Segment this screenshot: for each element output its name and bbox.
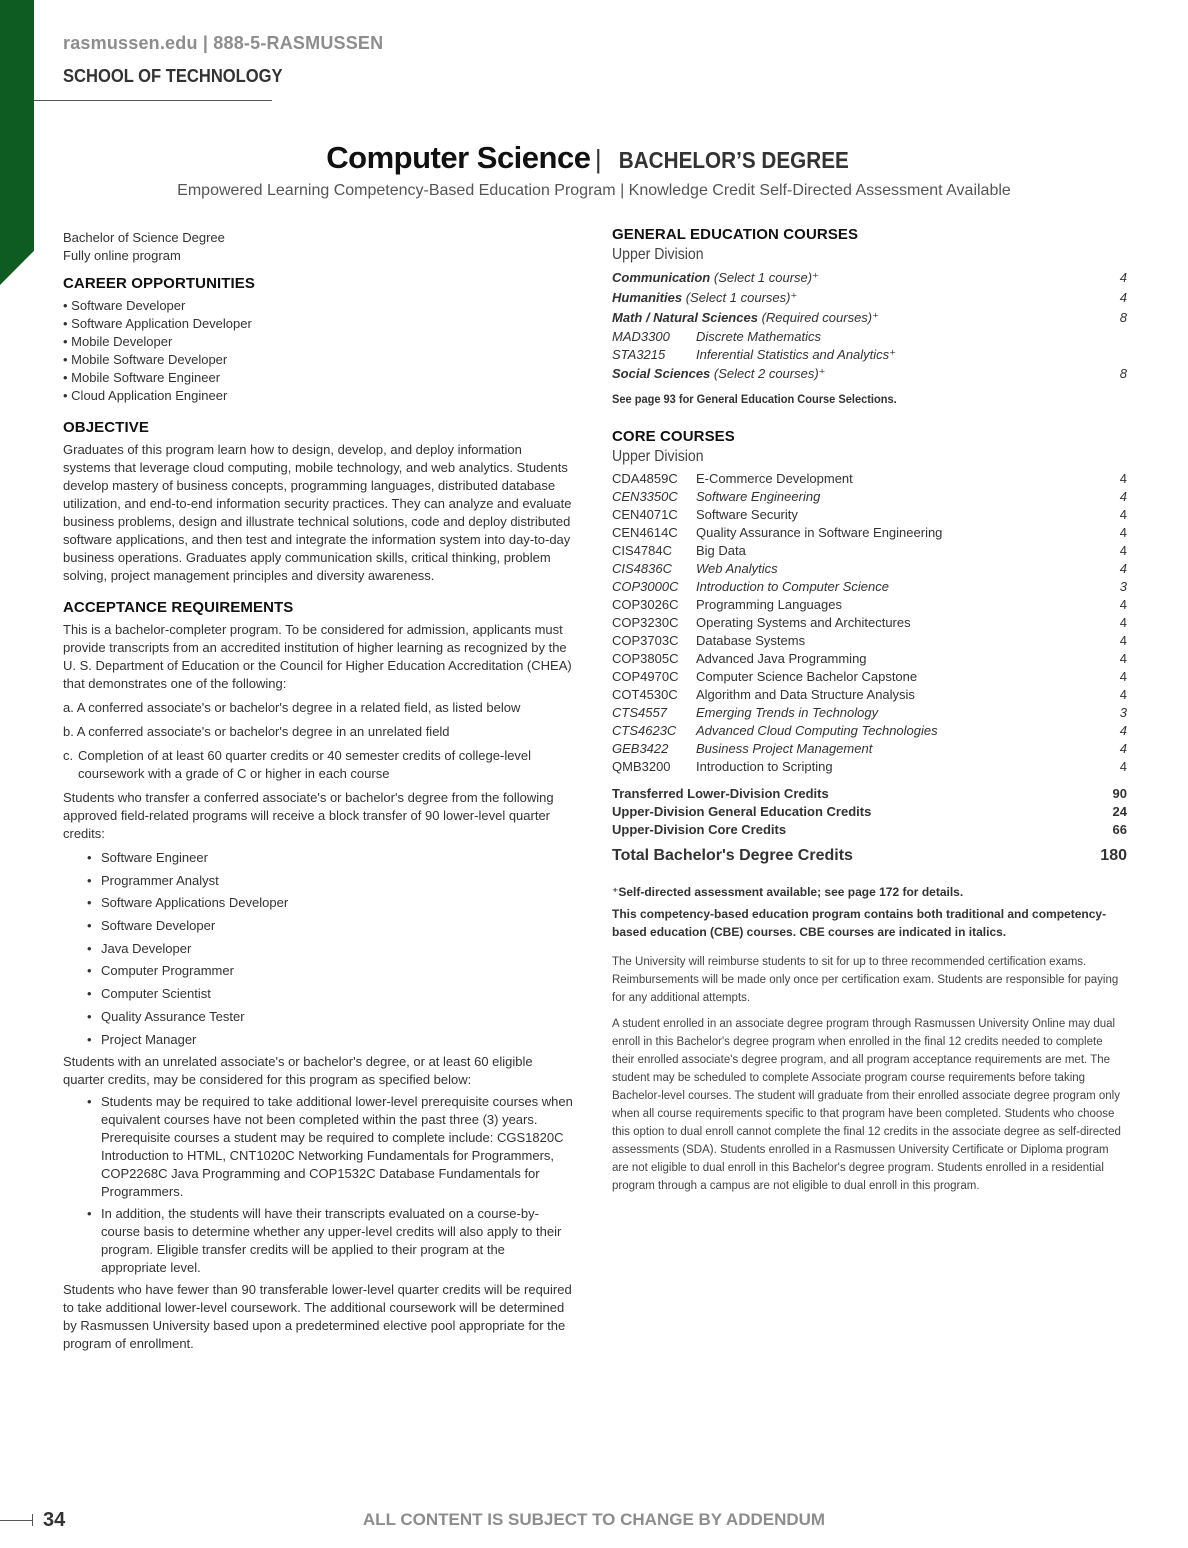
category-label: Communication (612, 270, 711, 285)
objective-text: Graduates of this program learn how to design, develop, and deploy information systems that leverage cloud computing, mobile technology, and web analytics. Students develop mastery of business concepts, programming languages, distributed database utilization, and end-to-end information security practices. They can analyze and evaluate business problems, design and illustrate technical solutions, code and deploy distributed software applications, and then test and integrate the information system into day-to-day business operations. Graduates apply communication skills, critical thinking, problem solving, project management principles and diversity awareness. (63, 442, 572, 583)
course-code: CEN4614C (612, 525, 678, 540)
course-name: Business Project Management (696, 741, 873, 756)
list-item: • Mobile Software Engineer (63, 370, 221, 385)
list-item: • Software Engineer (87, 849, 573, 867)
core-heading: CORE COURSES (612, 428, 735, 445)
left-column (63, 229, 573, 1353)
category-note: (Required courses)⁺ (761, 310, 879, 325)
credits: 4 (1119, 561, 1127, 576)
course-name: Software Engineering (696, 489, 821, 504)
list-item: • Software Application Developer (63, 316, 252, 331)
credits: 4 (1119, 489, 1127, 504)
gen-ed-note: See page 93 for General Education Course Selections. (612, 392, 897, 406)
course-code: CTS4557 (612, 705, 667, 720)
course-code: CIS4836C (612, 561, 672, 576)
title-separator: | (594, 144, 602, 174)
option-c-label: c. (63, 748, 74, 763)
list-item: • Quality Assurance Tester (87, 1008, 573, 1026)
course-code: COP3000C (612, 579, 679, 594)
acceptance-intro: This is a bachelor-completer program. To be considered for admission, applicants must provide transcripts from an accredited institution of higher learning as recognized by the U. S. Department of Education or the Council for Higher Education Accreditation (CHEA) that demonstrates one of the following: (63, 622, 572, 691)
table-row (612, 614, 1127, 632)
table-row (612, 722, 1127, 740)
course-code: COP3805C (612, 651, 679, 666)
credits: 4 (1119, 615, 1127, 630)
table-row (612, 542, 1127, 560)
course-name: Discrete Mathematics (696, 329, 821, 344)
table-row (612, 578, 1127, 596)
dual-enroll-note: A student enrolled in an associate degree program through Rasmussen University Online may dual enroll in this Bachelor's degree program when enrolled in the final 12 credits needed to complete their enrolled associate's degree program, and all program acceptance requirements are met. The student may be scheduled to complete Associate program course requirements before taking Bachelor-level courses. The student will graduate from their enrolled associate degree program only when all course requirements specific to that program have been completed. Students who choose this option to dual enroll cannot complete the final 12 credits in the associate degree as self-directed assessments (SDA). Students enrolled in a Rasmussen University Certificate or Diploma program are not eligible to dual enroll in this Bachelor's degree program. Students enrolled in a residential program through a campus are not eligible to dual enroll in this program. (612, 1018, 1121, 1192)
course-name: Algorithm and Data Structure Analysis (696, 687, 915, 702)
category-label: Humanities (612, 290, 683, 305)
total-transferred-row (612, 785, 1127, 803)
table-row (612, 668, 1127, 686)
category-note: (Select 1 course)⁺ (713, 270, 819, 285)
course-name: Introduction to Computer Science (696, 579, 889, 594)
option-c-text: Completion of at least 60 quarter credits or 40 semester credits of college-level coursework with a grade of C or higher in each course (78, 748, 532, 781)
right-column (612, 226, 1127, 1195)
page-title (0, 140, 1188, 176)
course-code: COP3703C (612, 633, 679, 648)
category-label: Math / Natural Sciences (612, 310, 758, 325)
course-name: Emerging Trends in Technology (696, 705, 879, 720)
course-name: Inferential Statistics and Analytics⁺ (696, 347, 897, 362)
list-item: • Java Developer (87, 940, 573, 958)
gen-ed-row-communication (612, 268, 1127, 288)
self-directed-note: ⁺Self-directed assessment available; see page 172 for details. (612, 885, 964, 899)
course-code: COP4970C (612, 669, 679, 684)
credits: 8 (1119, 310, 1127, 325)
reimburse-note: The University will reimburse students to sit for up to three recommended certification exams. Reimbursements will be made only once per certification exam. Students are responsible for paying for any additional attempts. (612, 956, 1119, 1004)
career-heading: CAREER OPPORTUNITIES (63, 275, 256, 292)
unrelated-list (87, 1093, 573, 1277)
core-division: Upper Division (612, 448, 704, 465)
list-item: • Software Developer (63, 298, 186, 313)
list-item: • Software Developer (87, 917, 573, 935)
course-name: Advanced Cloud Computing Technologies (696, 723, 938, 738)
table-row (612, 506, 1127, 524)
category-label: Social Sciences (612, 366, 711, 381)
category-note: (Select 1 courses)⁺ (685, 290, 798, 305)
header-school-name: SCHOOL OF TECHNOLOGY (63, 66, 283, 86)
course-name: Web Analytics (696, 561, 778, 576)
grand-total-row (612, 843, 1127, 869)
course-name: Programming Languages (696, 597, 842, 612)
course-name: Computer Science Bachelor Capstone (696, 669, 918, 684)
gen-ed-heading: GENERAL EDUCATION COURSES (612, 226, 859, 243)
course-code: COT4530C (612, 687, 678, 702)
math-course-row (612, 346, 1127, 364)
option-b: b. A conferred associate's or bachelor's degree in an unrelated field (63, 724, 450, 739)
page-subtitle: Empowered Learning Competency-Based Education Program | Knowledge Credit Self-Directed Assessment Available (177, 182, 1011, 199)
gen-ed-row-math (612, 308, 1127, 328)
list-item: • Computer Scientist (87, 985, 573, 1003)
course-code: QMB3200 (612, 759, 671, 774)
course-code: CEN4071C (612, 507, 678, 522)
option-a: a. A conferred associate's or bachelor's degree in a related field, as listed below (63, 700, 521, 715)
course-code: CDA4859C (612, 471, 678, 486)
category-note: (Select 2 courses)⁺ (713, 366, 826, 381)
list-item: • Programmer Analyst (87, 872, 573, 890)
title-degree: BACHELOR’S DEGREE (618, 147, 849, 173)
credits: 4 (1119, 759, 1127, 774)
credits: 4 (1119, 651, 1127, 666)
course-name: Advanced Java Programming (696, 651, 867, 666)
total-value: 24 (1112, 804, 1127, 819)
table-row (612, 758, 1127, 776)
objective-heading: OBJECTIVE (63, 419, 149, 436)
total-core-row (612, 821, 1127, 839)
list-item: • Software Applications Developer (87, 894, 573, 912)
option-c (63, 747, 573, 783)
table-row (612, 650, 1127, 668)
list-item: • Cloud Application Engineer (63, 388, 228, 403)
course-code: STA3215 (612, 347, 666, 362)
page-number: 34 (43, 1509, 66, 1531)
unrelated-text: Students with an unrelated associate's or bachelor's degree, or at least 60 eligible quarter credits, may be considered for this program as specified below: (63, 1054, 533, 1088)
course-code: CIS4784C (612, 543, 672, 558)
credits: 4 (1119, 597, 1127, 612)
intro-online: Fully online program (63, 248, 181, 263)
intro-degree-type: Bachelor of Science Degree (63, 230, 225, 245)
gen-ed-row-social (612, 364, 1127, 384)
credits: 4 (1119, 525, 1127, 540)
credits: 4 (1119, 290, 1127, 305)
total-label: Upper-Division General Education Credits (612, 804, 872, 819)
list-item: • Students may be required to take additional lower-level prerequisite courses when equivalent courses have not been completed within the past three (3) years. Prerequisite courses a student may be required to complete include: CGS1820C Introduction to HTML, CNT1020C Networking Fundamentals for Programmers, COP2268C Java Programming and COP1532C Database Fundamentals for Programmers. (87, 1093, 573, 1201)
credits: 4 (1119, 543, 1127, 558)
course-name: Quality Assurance in Software Engineering (696, 525, 943, 540)
table-row (612, 632, 1127, 650)
course-code: COP3026C (612, 597, 679, 612)
course-code: MAD3300 (612, 329, 670, 344)
course-name: E-Commerce Development (696, 471, 853, 486)
gen-ed-row-humanities (612, 288, 1127, 308)
credits: 3 (1119, 579, 1127, 594)
approved-programs-list (87, 849, 573, 1049)
credits: 4 (1119, 741, 1127, 756)
table-row (612, 740, 1127, 758)
list-item: • Project Manager (87, 1031, 573, 1049)
course-name: Database Systems (696, 633, 806, 648)
list-item: • Mobile Software Developer (63, 352, 228, 367)
course-code: CEN3350C (612, 489, 678, 504)
math-course-row (612, 328, 1127, 346)
transfer-text: Students who transfer a conferred associate's or bachelor's degree from the following approved field-related programs will receive a block transfer of 90 lower-level quarter credits: (63, 790, 554, 841)
credits: 4 (1119, 270, 1127, 285)
footer-disclaimer: ALL CONTENT IS SUBJECT TO CHANGE BY ADDENDUM (362, 1510, 826, 1529)
acceptance-heading: ACCEPTANCE REQUIREMENTS (63, 599, 294, 616)
table-row (612, 596, 1127, 614)
cbe-note: This competency-based education program contains both traditional and competency-based education (CBE) courses. CBE courses are indicated in italics. (612, 907, 1107, 939)
table-row (612, 704, 1127, 722)
table-row (612, 686, 1127, 704)
course-name: Introduction to Scripting (696, 759, 833, 774)
course-name: Big Data (696, 543, 746, 558)
header-site-contact: rasmussen.edu | 888-5-RASMUSSEN (63, 33, 384, 53)
credits: 8 (1119, 366, 1127, 381)
total-label: Upper-Division Core Credits (612, 822, 787, 837)
total-gen-ed-row (612, 803, 1127, 821)
gen-ed-division: Upper Division (612, 246, 704, 263)
table-row (612, 470, 1127, 488)
table-row (612, 524, 1127, 542)
fewer-credits-text: Students who have fewer than 90 transferable lower-level quarter credits will be required to take additional lower-level coursework. The additional coursework will be determined by Rasmussen University based upon a predetermined elective pool appropriate for the program of enrollment. (63, 1282, 572, 1352)
career-list (63, 297, 573, 405)
credits: 4 (1119, 633, 1127, 648)
credits: 4 (1119, 687, 1127, 702)
table-row (612, 488, 1127, 506)
credits: 4 (1119, 669, 1127, 684)
course-code: GEB3422 (612, 741, 669, 756)
course-code: COP3230C (612, 615, 679, 630)
course-name: Software Security (696, 507, 798, 522)
credits: 4 (1119, 723, 1127, 738)
header-rule (34, 100, 272, 101)
course-code: CTS4623C (612, 723, 677, 738)
grand-total-label: Total Bachelor's Degree Credits (612, 847, 853, 864)
title-main: Computer Science (326, 140, 591, 175)
table-row (612, 560, 1127, 578)
total-label: Transferred Lower-Division Credits (612, 786, 829, 801)
list-item: • Mobile Developer (63, 334, 173, 349)
list-item: • Computer Programmer (87, 962, 573, 980)
credits: 4 (1119, 471, 1127, 486)
course-name: Operating Systems and Architectures (696, 615, 911, 630)
total-value: 90 (1112, 786, 1127, 801)
grand-total-value: 180 (1100, 847, 1127, 864)
list-item: • In addition, the students will have their transcripts evaluated on a course-by-course basis to determine whether any upper-level credits will also apply to their program. Eligible transfer credits will be applied to their program at the appropriate level. (87, 1205, 573, 1277)
total-value: 66 (1112, 822, 1127, 837)
credits: 4 (1119, 507, 1127, 522)
credits: 3 (1119, 705, 1127, 720)
